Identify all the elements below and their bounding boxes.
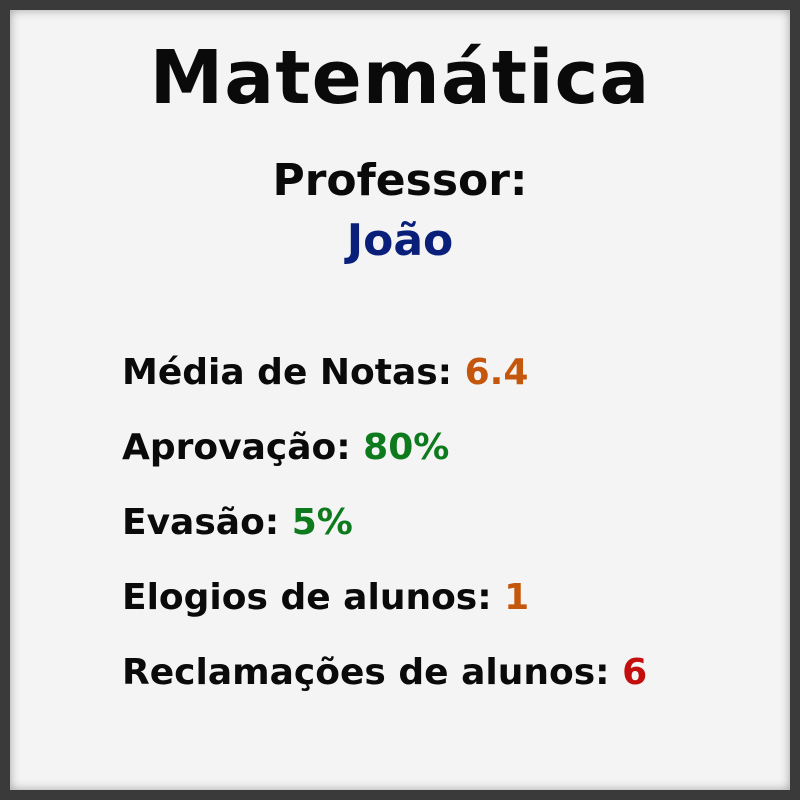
stat-praise [122, 576, 529, 620]
stat-label: Elogios de alunos: [122, 577, 505, 618]
stat-label: Aprovação: [122, 427, 364, 468]
stat-dropout [122, 501, 353, 545]
stat-value: 6 [622, 652, 648, 693]
stat-value: 80% [363, 427, 450, 468]
stat-label: Reclamações de alunos: [122, 652, 623, 693]
teacher-label: Professor: [272, 155, 528, 206]
teacher-name: João [346, 215, 454, 266]
subject-title: Matemática [149, 35, 651, 121]
stat-value: 1 [504, 577, 530, 618]
stat-approval [122, 426, 449, 470]
stat-label: Média de Notas: [122, 352, 465, 393]
stat-value: 6.4 [464, 352, 529, 393]
stat-value: 5% [291, 502, 353, 543]
stat-average-grade [122, 351, 528, 395]
subject-card [10, 10, 790, 790]
stat-complaints [122, 651, 647, 695]
stat-label: Evasão: [122, 502, 292, 543]
